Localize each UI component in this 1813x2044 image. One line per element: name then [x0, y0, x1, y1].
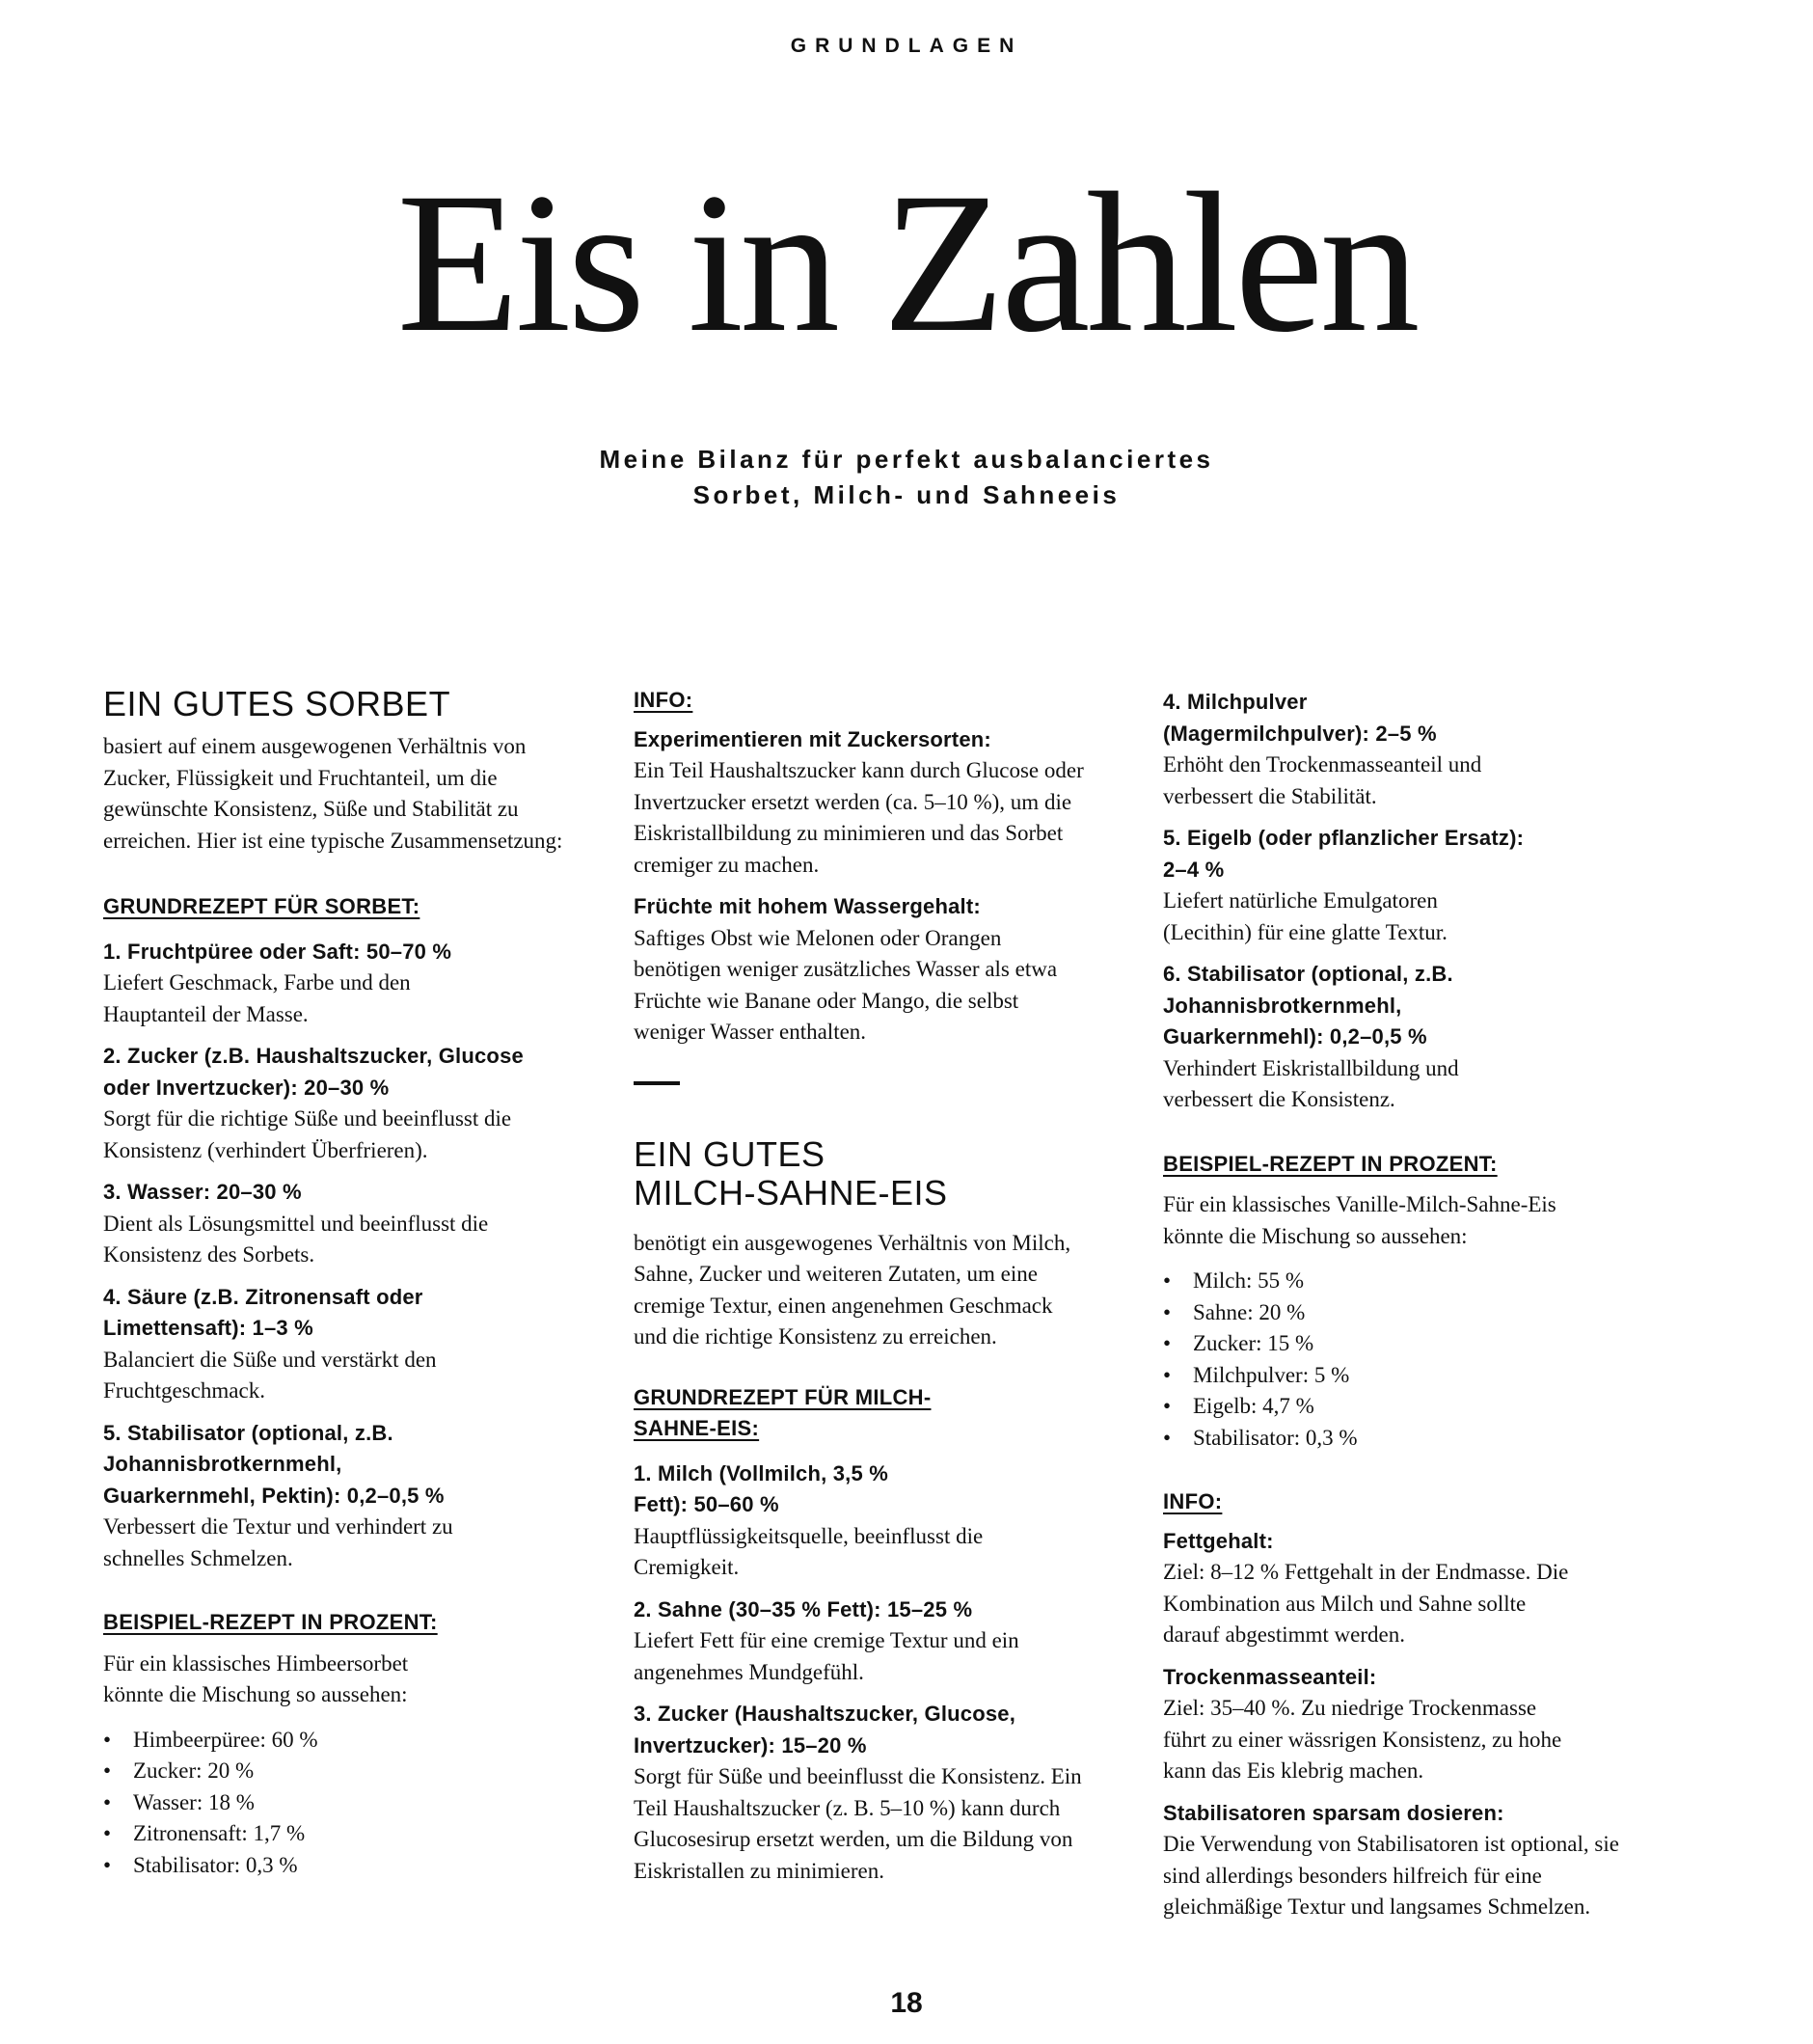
info-heading: INFO:	[634, 688, 693, 712]
milch-item	[1163, 687, 1626, 812]
info-section-title: Fettgehalt:	[1163, 1528, 1274, 1553]
milch-item-title: 4. Milchpulver (Magermilchpulver): 2–5 %	[1163, 690, 1437, 746]
sorbet-item-text: Liefert Geschmack, Farbe und den Hauptanteil der Masse.	[103, 970, 411, 1026]
milch-heading-line-2: MILCH-SAHNE-EIS	[634, 1172, 948, 1213]
section-divider	[634, 1081, 680, 1085]
milch-item-title: 3. Zucker (Haushaltszucker, Glucose, Invertzucker): 15–20 %	[634, 1702, 1016, 1758]
milch-item-text: Verhindert Eiskristallbildung und verbessert die Konsistenz.	[1163, 1055, 1459, 1111]
sorbet-example-list	[103, 1725, 566, 1882]
subtitle-line-2: Sorbet, Milch- und Sahneeis	[692, 480, 1121, 509]
milch-item-text: Liefert Fett für eine cremige Textur und ein angenehmes Mundgefühl.	[634, 1628, 1019, 1684]
milch-item	[1163, 959, 1626, 1116]
milch-item	[634, 1458, 1096, 1584]
milch-item-title: 6. Stabilisator (optional, z.B. Johannisbrotkernmehl, Guarkernmehl): 0,2–0,5 %	[1163, 962, 1453, 1049]
sorbet-item-text: Balanciert die Süße und verstärkt den Fruchtgeschmack.	[103, 1347, 437, 1403]
sorbet-item-title: 4. Säure (z.B. Zitronensaft oder Limettensaft): 1–3 %	[103, 1284, 423, 1340]
info-section	[634, 724, 1096, 882]
info-section-title: Experimentieren mit Zuckersorten:	[634, 726, 991, 751]
sorbet-item	[103, 1418, 566, 1575]
sorbet-intro: basiert auf einem ausgewogenen Verhältnis von Zucker, Flüssigkeit und Fruchtanteil, um die gewünschte Konsistenz, Süße und Stabilität zu erreichen. Hier ist eine typische Zusammensetzung:	[103, 734, 563, 853]
sorbet-item-title: 2. Zucker (z.B. Haushaltszucker, Glucose oder Invertzucker): 20–30 %	[103, 1044, 524, 1100]
info-heading: INFO:	[1163, 1489, 1223, 1513]
milch-item	[1163, 823, 1626, 948]
list-item: • Milchpulver: 5 %	[1163, 1360, 1626, 1392]
milch-recipe-heading: GRUNDREZEPT FÜR MILCH-SAHNE-EIS:	[634, 1384, 932, 1440]
info-section-title: Stabilisatoren sparsam dosieren:	[1163, 1800, 1504, 1825]
milch-example-heading: BEISPIEL-REZEPT IN PROZENT:	[1163, 1151, 1498, 1176]
list-item: • Wasser: 18 %	[103, 1787, 566, 1819]
page-number: 18	[890, 1987, 923, 2019]
sorbet-item-title: 3. Wasser: 20–30 %	[103, 1180, 302, 1204]
sorbet-item-text: Dient als Lösungsmittel und beeinflusst die Konsistenz des Sorbets.	[103, 1211, 489, 1267]
section-kicker: GRUNDLAGEN	[790, 35, 1023, 57]
column-milch-continued	[1163, 687, 1626, 1934]
sorbet-item-text: Verbessert die Textur und verhindert zu schnelles Schmelzen.	[103, 1514, 453, 1570]
list-item: • Stabilisator: 0,3 %	[103, 1850, 566, 1882]
sorbet-recipe-heading: GRUNDREZEPT FÜR SORBET:	[103, 894, 420, 918]
milch-item	[634, 1699, 1096, 1887]
milch-item-text: Liefert natürliche Emulgatoren (Lecithin) für eine glatte Textur.	[1163, 888, 1448, 944]
column-sorbet	[103, 685, 566, 1881]
milch-item-title: 5. Eigelb (oder pflanzlicher Ersatz): 2–4 %	[1163, 826, 1525, 882]
sorbet-item	[103, 937, 566, 1031]
list-item: • Eigelb: 4,7 %	[1163, 1391, 1626, 1423]
sorbet-item	[103, 1282, 566, 1407]
milch-example-list	[1163, 1266, 1626, 1454]
info-section	[1163, 1526, 1626, 1651]
subtitle-line-1: Meine Bilanz für perfekt ausbalanciertes	[599, 445, 1214, 474]
info-section	[1163, 1798, 1626, 1923]
milch-heading-line-1: EIN GUTES	[634, 1133, 825, 1174]
milch-heading	[634, 1135, 1096, 1213]
milch-item-text: Hauptflüssigkeitsquelle, beeinflusst die Cremigkeit.	[634, 1523, 984, 1579]
info-section	[634, 891, 1096, 1049]
list-item: • Zitronensaft: 1,7 %	[103, 1818, 566, 1850]
list-item: • Himbeerpüree: 60 %	[103, 1725, 566, 1757]
milch-example-intro: Für ein klassisches Vanille-Milch-Sahne-Eis könnte die Mischung so aussehen:	[1163, 1192, 1556, 1248]
list-item: • Zucker: 20 %	[103, 1756, 566, 1787]
sorbet-item	[103, 1177, 566, 1271]
milch-item-text: Erhöht den Trockenmasseanteil und verbessert die Stabilität.	[1163, 752, 1482, 808]
list-item: • Stabilisator: 0,3 %	[1163, 1423, 1626, 1455]
sorbet-example-heading: BEISPIEL-REZEPT IN PROZENT:	[103, 1610, 438, 1634]
column-info-milch	[634, 685, 1096, 1897]
milch-item	[634, 1594, 1096, 1689]
milch-intro: benötigt ein ausgewogenes Verhältnis von Milch, Sahne, Zucker und weiteren Zutaten, um eine cremige Textur, einen angenehmen Geschmack und die richtige Konsistenz zu erreichen.	[634, 1230, 1071, 1349]
list-item: • Zucker: 15 %	[1163, 1328, 1626, 1360]
milch-item-title: 1. Milch (Vollmilch, 3,5 % Fett): 50–60 %	[634, 1460, 888, 1516]
page-title: Eis in Zahlen	[396, 151, 1417, 373]
info-section-text: Die Verwendung von Stabilisatoren ist optional, sie sind allerdings besonders hilfreich für eine gleichmäßige Textur und langsames Schmelzen.	[1163, 1832, 1619, 1919]
info-section	[1163, 1662, 1626, 1787]
info-section-text: Ein Teil Haushaltszucker kann durch Glucose oder Invertzucker ersetzt werden (ca. 5–10 %), um die Eiskristallbildung zu minimieren und das Sorbet cremiger zu machen.	[634, 758, 1084, 877]
page-subtitle	[0, 442, 1813, 513]
sorbet-example-intro: Für ein klassisches Himbeersorbet könnte die Mischung so aussehen:	[103, 1650, 409, 1706]
sorbet-item-title: 5. Stabilisator (optional, z.B. Johannisbrotkernmehl, Guarkernmehl, Pektin): 0,2–0,5 %	[103, 1420, 445, 1508]
list-item: • Milch: 55 %	[1163, 1266, 1626, 1297]
info-section-text: Ziel: 8–12 % Fettgehalt in der Endmasse. Die Kombination aus Milch und Sahne sollte darauf abgestimmt werden.	[1163, 1560, 1569, 1647]
milch-item-text: Sorgt für Süße und beeinflusst die Konsistenz. Ein Teil Haushaltszucker (z. B. 5–10 %) kann durch Glucosesirup ersetzt werden, um die Bildung von Eiskristallen zu minimieren.	[634, 1764, 1082, 1883]
info-section-title: Früchte mit hohem Wassergehalt:	[634, 894, 981, 918]
sorbet-item	[103, 1041, 566, 1166]
info-section-text: Ziel: 35–40 %. Zu niedrige Trockenmasse führt zu einer wässrigen Konsistenz, zu hohe kann das Eis klebrig machen.	[1163, 1696, 1562, 1783]
info-section-title: Trockenmasseanteil:	[1163, 1664, 1377, 1689]
list-item: • Sahne: 20 %	[1163, 1297, 1626, 1329]
sorbet-item-text: Sorgt für die richtige Süße und beeinflusst die Konsistenz (verhindert Überfrieren).	[103, 1106, 512, 1162]
milch-item-title: 2. Sahne (30–35 % Fett): 15–25 %	[634, 1596, 973, 1622]
sorbet-item-title: 1. Fruchtpüree oder Saft: 50–70 %	[103, 939, 452, 964]
sorbet-heading: EIN GUTES SORBET	[103, 684, 451, 723]
info-section-text: Saftiges Obst wie Melonen oder Orangen benötigen weniger zusätzliches Wasser als etwa Früchte wie Banane oder Mango, die selbst weniger Wasser enthalten.	[634, 925, 1058, 1044]
